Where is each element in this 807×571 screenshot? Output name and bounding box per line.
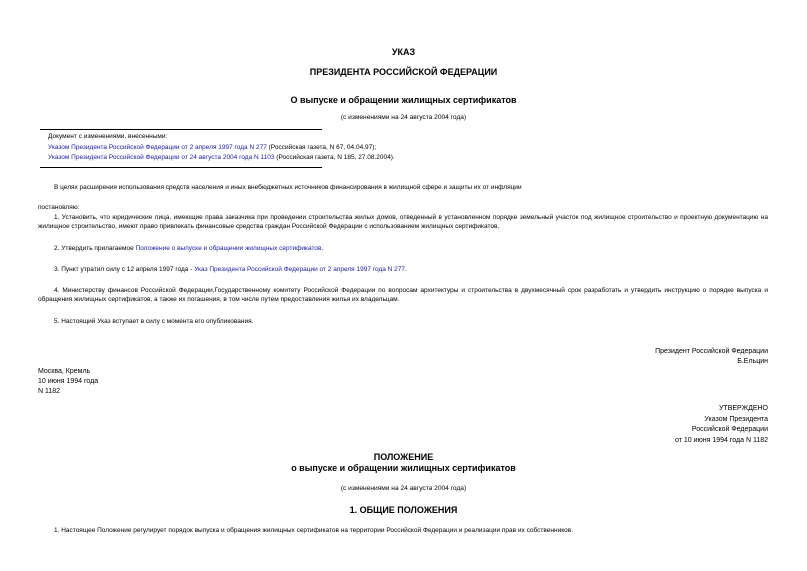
place-city: Москва, Кремль [38,368,91,375]
amendment-item-1: Указом Президента Российской Федерации от 2 апреля 1997 года N 277 (Российская газета, N 67, 04.04.97); [48,144,377,151]
decree-word: постановляю: [38,204,80,211]
divider-bottom [40,167,322,168]
signature-position: Президент Российской Федерации [655,348,768,355]
approved-line-3: Российской Федерации [691,426,768,433]
approved-line-2: Указом Президента [704,416,768,423]
amendment-link-2[interactable]: Указом Президента Российской Федерации от 24 августа 2004 года N 1103 [48,154,275,161]
place-number: N 1182 [38,388,61,395]
paragraph-1: 1. Установить, что юридические лица, имеющие права заказчика при проведении строительства жилых домов, отведенный в установленном порядке земельный участок под жилищное строительство и проектную документацию на жилищное строительство, имеют право привлекать финансовые средства граждан Российской Федерации с использованием жилищных сертификатов. [38,214,768,230]
signature-name: Б.Ельцин [737,358,768,365]
paragraph-5: 5. Настоящий Указ вступает в силу с момента его опубликования. [54,318,254,325]
section-1-heading: 1. ОБЩИЕ ПОЛОЖЕНИЯ [349,505,458,515]
paragraph-2: 2. Утвердить прилагаемое Положение о выпуске и обращении жилищных сертификатов. [54,245,324,252]
approved-line-4: от 10 июня 1994 года N 1182 [674,437,768,444]
decree-issuer: ПРЕЗИДЕНТА РОССИЙСКОЙ ФЕДЕРАЦИИ [309,67,498,77]
paragraph-4: 4. Министерству финансов Российской Федерации,Государственному комитету Российской Федерации по вопросам архитектуры и строительства в двухмесячный срок разработать и утвердить инструкцию о порядке выпуска и обращения жилищных сертификатов, а также их погашения, в том числе путем предоставления жилья их владельцам. [38,287,768,303]
section-1-paragraph-1: 1. Настоящее Положение регулирует порядок выпуска и обращения жилищных сертификатов на территории Российской Федерации и реализации прав их собственников. [54,527,574,534]
amendments-intro: Документ с изменениями, внесенными: [48,133,168,140]
paragraph-3: 3. Пункт утратил силу с 12 апреля 1997 года - Указ Президента Российской Федерации от 2 апреля 1997 года N 277. [54,266,407,273]
approved-label: УТВЕРЖДЕНО [718,405,768,412]
regulation-title: ПОЛОЖЕНИЕ [373,452,434,462]
regulation-amendment-note: (с изменениями на 24 августа 2004 года) [340,485,467,492]
divider-top [40,129,322,130]
amendment-link-1[interactable]: Указом Президента Российской Федерации от 2 апреля 1997 года N 277 [48,144,267,151]
decree-277-link[interactable]: Указ Президента Российской Федерации от 2 апреля 1997 года N 277 [194,266,406,273]
place-date: 10 июня 1994 года [38,378,99,385]
decree-amendment-note: (с изменениями на 24 августа 2004 года) [340,114,467,121]
decree-subject: О выпуске и обращении жилищных сертификатов [290,95,517,105]
preamble: В целях расширения использования средств населения и иных внебюджетных источников финансирования в жилищной сфере и защиты их от инфляции [54,184,522,191]
regulation-subject: о выпуске и обращении жилищных сертификатов [291,463,516,473]
regulation-link[interactable]: Положение о выпуске и обращении жилищных сертификатов [135,245,322,252]
amendment-item-2: Указом Президента Российской Федерации от 24 августа 2004 года N 1103 (Российская газета, N 185, 27.08.2004). [48,154,395,161]
decree-title: УКАЗ [391,47,416,57]
